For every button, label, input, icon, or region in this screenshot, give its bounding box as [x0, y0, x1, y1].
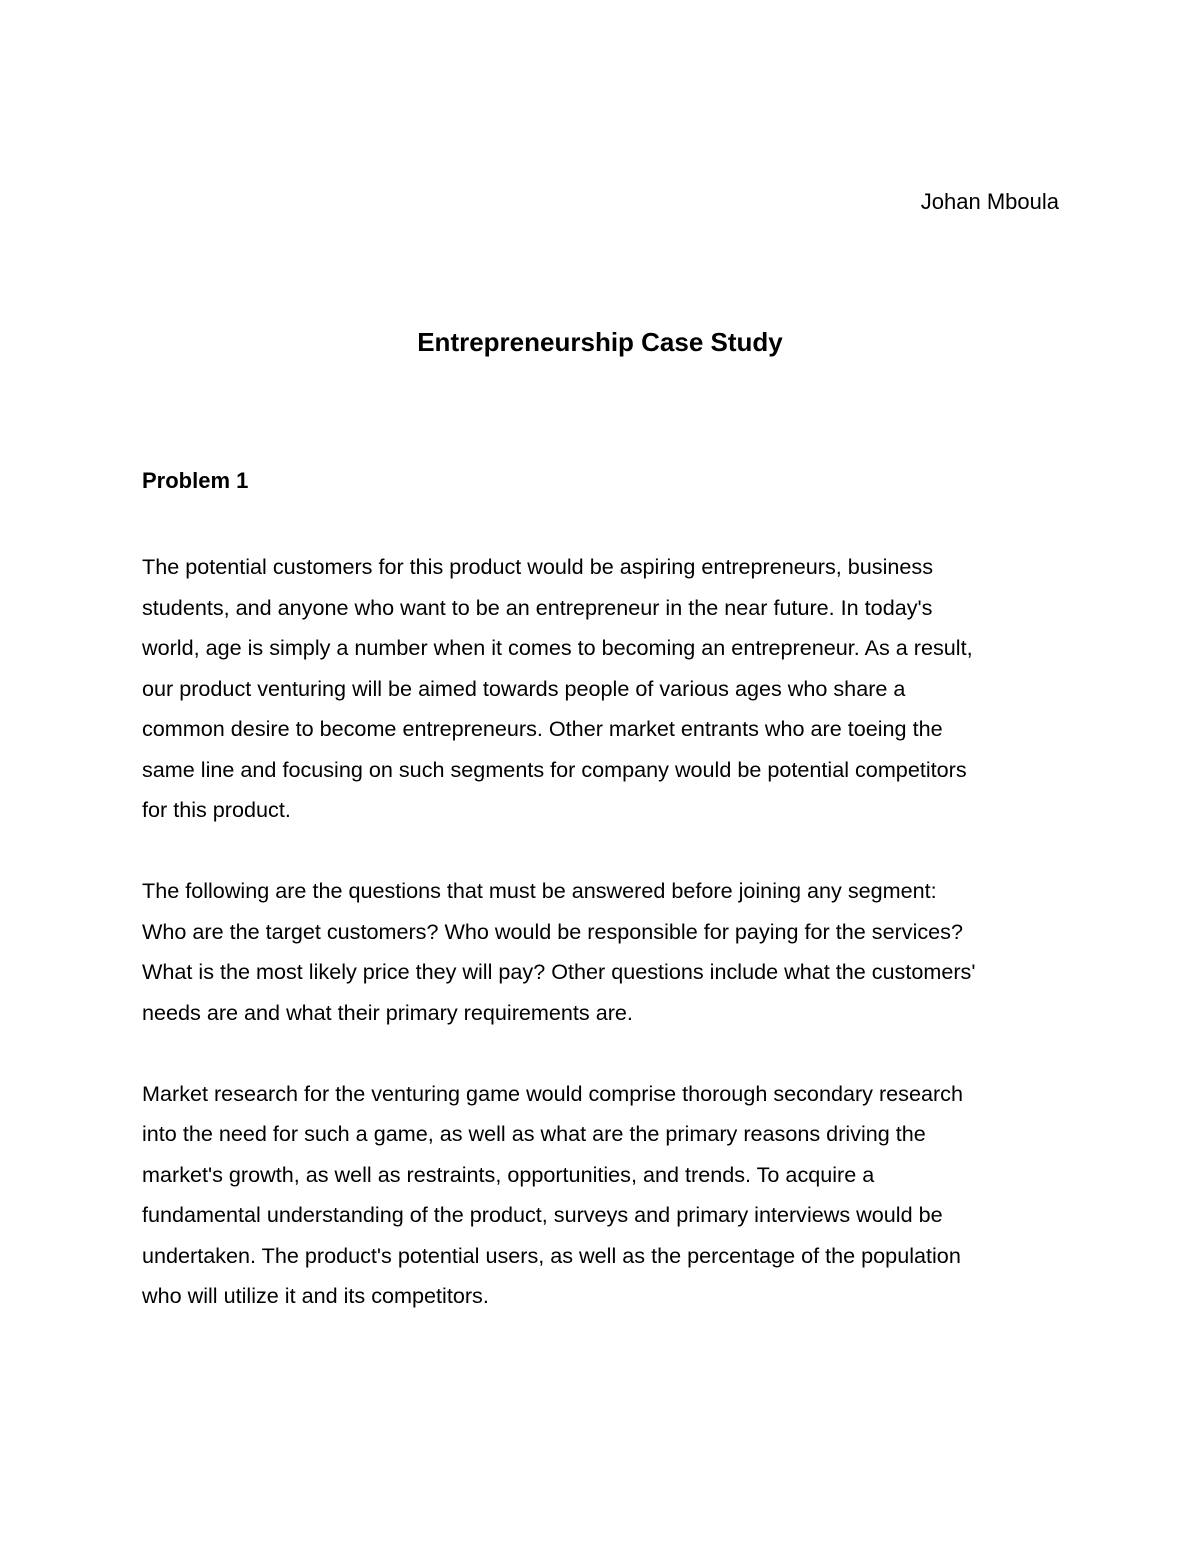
paragraph-1	[142, 547, 1058, 831]
document-title: Entrepreneurship Case Study	[417, 327, 783, 357]
paragraph-line: The following are the questions that must be answered before joining any segment:	[142, 878, 937, 903]
paragraph-line: common desire to become entrepreneurs. Other market entrants who are toeing the	[142, 716, 943, 741]
paragraph-line: who will utilize it and its competitors.	[142, 1283, 489, 1308]
paragraph-line: undertaken. The product's potential users, as well as the percentage of the population	[142, 1242, 961, 1268]
paragraph-line: The potential customers for this product would be aspiring entrepreneurs, business	[142, 554, 933, 579]
paragraph-line: world, age is simply a number when it comes to becoming an entrepreneur. As a result,	[142, 635, 973, 660]
document-body	[142, 547, 1058, 1357]
paragraph-line: Market research for the venturing game would comprise thorough secondary research	[142, 1080, 963, 1106]
paragraph-line: our product venturing will be aimed towards people of various ages who share a	[142, 675, 906, 701]
paragraph-line: for this product.	[142, 797, 291, 822]
paragraph-line: Who are the target customers? Who would be responsible for paying for the services?	[142, 918, 963, 944]
paragraph-line: What is the most likely price they will pay? Other questions include what the customers'	[142, 959, 976, 984]
paragraph-line: students, and anyone who want to be an entrepreneur in the near future. In today's	[142, 594, 933, 620]
paragraph-line: market's growth, as well as restraints, opportunities, and trends. To acquire a	[142, 1161, 875, 1187]
paragraph-line: needs are and what their primary requirements are.	[142, 999, 633, 1025]
paragraph-line: fundamental understanding of the product, surveys and primary interviews would be	[142, 1202, 943, 1227]
section-heading: Problem 1	[142, 468, 249, 493]
paragraph-line: same line and focusing on such segments for company would be potential competitors	[142, 756, 967, 782]
paragraph-3	[142, 1074, 1058, 1317]
paragraph-2	[142, 871, 1058, 1033]
paragraph-line: into the need for such a game, as well as what are the primary reasons driving the	[142, 1121, 926, 1146]
author-name: Johan Mboula	[920, 189, 1059, 214]
